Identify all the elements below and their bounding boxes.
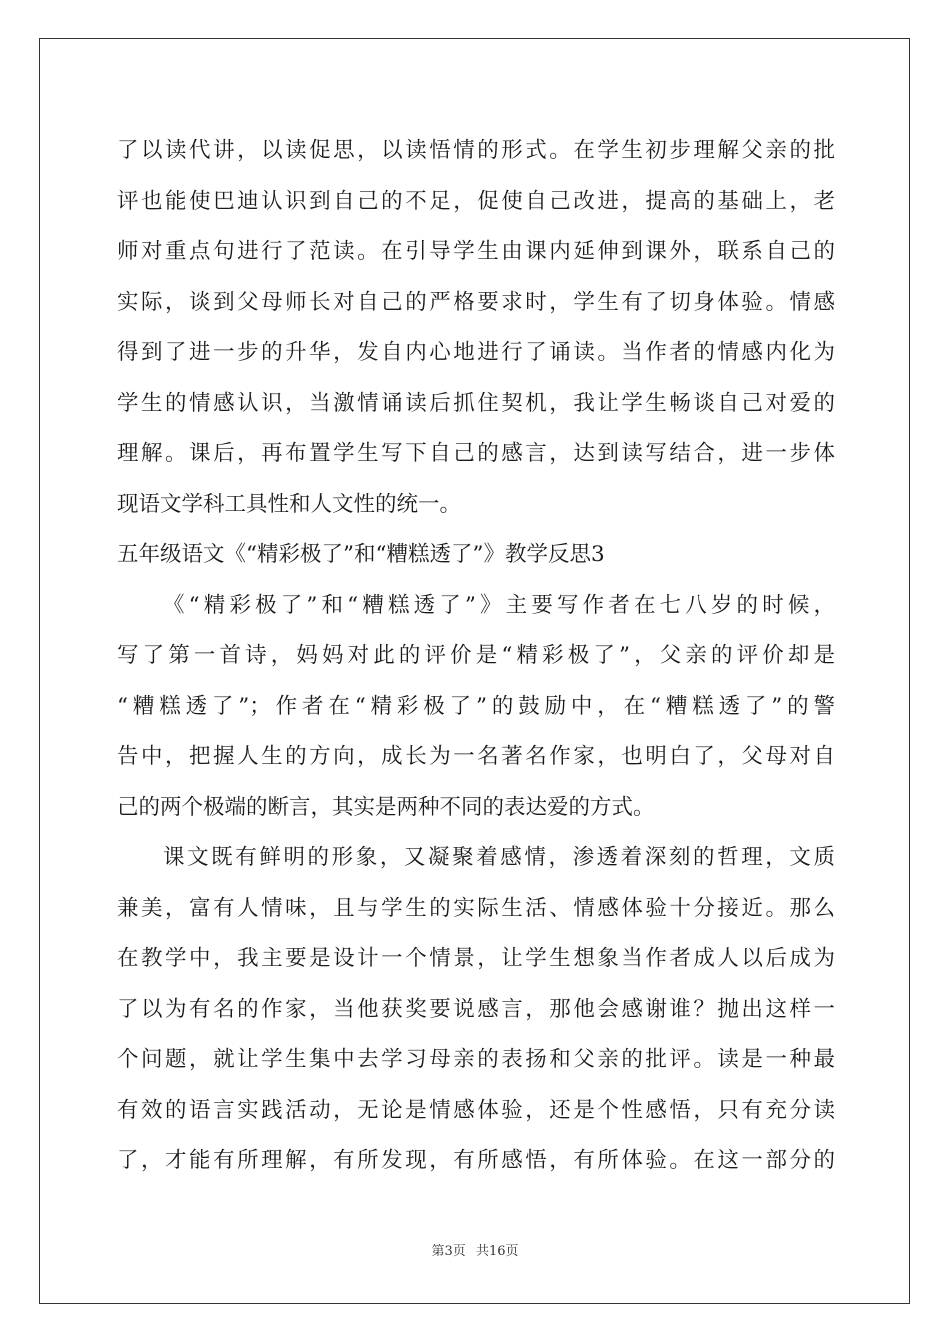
- text-line: 有效的语言实践活动，无论是情感体验，还是个性感悟，只有充分读: [117, 1097, 835, 1123]
- text-line: 在教学中，我主要是设计一个情景，让学生想象当作者成人以后成为: [117, 946, 835, 971]
- text-line: 了以为有名的作家，当他获奖要说感言，那他会感谢谁？抛出这样一: [117, 996, 835, 1022]
- text-line: 个问题，就让学生集中去学习母亲的表扬和父亲的批评。读是一种最: [117, 1047, 835, 1072]
- text-line: 写了第一首诗，妈妈对此的评价是“精彩极了”，父亲的评价却是: [117, 643, 835, 668]
- text-line: 了，才能有所理解，有所发现，有所感悟，有所体验。在这一部分的: [117, 1148, 835, 1173]
- text-line: 课文既有鲜明的形象，又凝聚着感情，渗透着深刻的哲理，文质: [163, 845, 835, 870]
- text-line: 己的两个极端的断言，其实是两种不同的表达爱的方式。: [117, 794, 655, 820]
- text-line: 师对重点句进行了范读。在引导学生由课内延伸到课外，联系自己的: [117, 239, 835, 264]
- page-footer: [0, 1240, 950, 1259]
- text-line: 得到了进一步的升华，发自内心地进行了诵读。当作者的情感内化为: [117, 340, 835, 365]
- text-line: 了以读代讲，以读促思，以读悟情的形式。在学生初步理解父亲的批: [117, 138, 835, 163]
- text-line: “糟糕透了”；作者在“精彩极了”的鼓励中，在“糟糕透了”的警: [117, 693, 835, 719]
- section-heading: 五年级语文《“精彩极了”和“糟糕透了”》教学反思3: [117, 542, 605, 567]
- text-line: 学生的情感认识，当激情诵读后抓住契机，我让学生畅谈自己对爱的: [117, 390, 835, 416]
- text-line: 实际，谈到父母师长对自己的严格要求时，学生有了切身体验。情感: [117, 289, 835, 315]
- text-line: 《“精彩极了”和“糟糕透了”》主要写作者在七八岁的时候，: [163, 592, 835, 618]
- text-line: 告中，把握人生的方向，成长为一名著名作家，也明白了，父母对自: [117, 744, 835, 769]
- page-total: 共16页: [475, 1244, 519, 1259]
- text-line: 现语文学科工具性和人文性的统一。: [117, 491, 462, 517]
- text-line: 兼美，富有人情味，且与学生的实际生活、情感体验十分接近。那么: [117, 895, 835, 921]
- document-body: [117, 126, 835, 1187]
- text-line: 理解。课后，再布置学生写下自己的感言，达到读写结合，进一步体: [117, 441, 835, 466]
- page-number: 第3页: [431, 1244, 466, 1259]
- text-line: 评也能使巴迪认识到自己的不足，促使自己改进，提高的基础上，老: [117, 188, 835, 214]
